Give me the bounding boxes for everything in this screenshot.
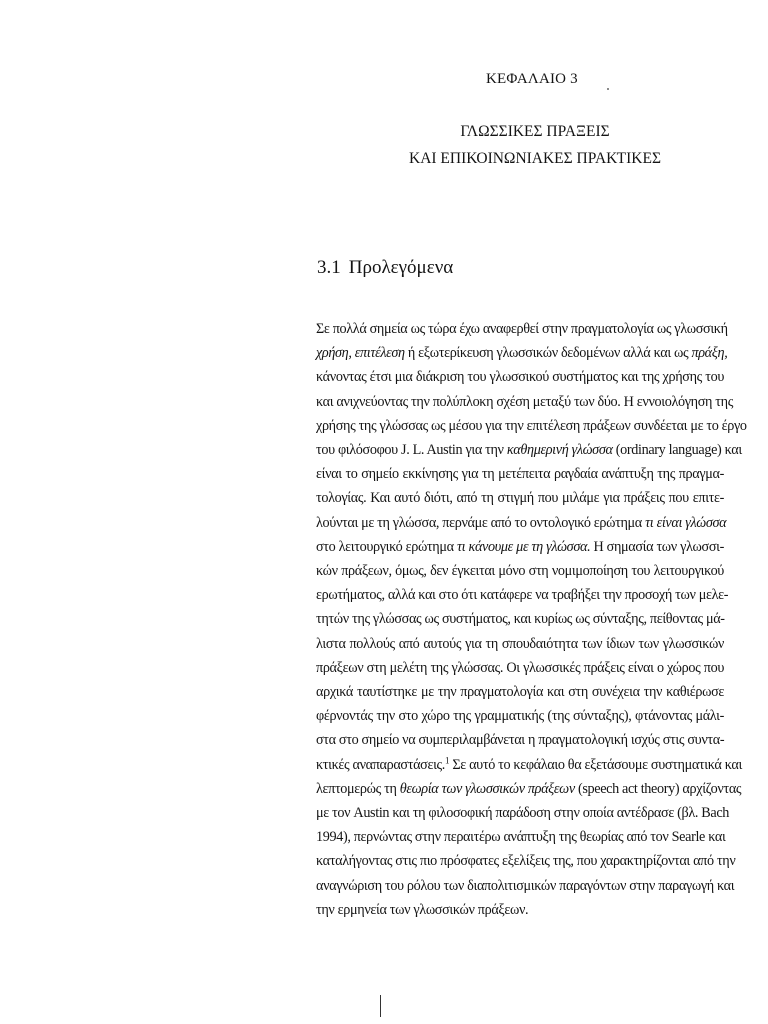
text-run: με τον Austin και τη φιλοσοφική παράδοση στην οποία αντέδρασε (βλ. Bach xyxy=(316,805,730,822)
text-line xyxy=(316,753,742,777)
text-run: στα στο σημείο να συμπεριλαμβάνεται η πραγματολογική ισχύς στις συντα- xyxy=(316,732,725,749)
chapter-title-line: ΚΑΙ ΕΠΙΚΟΙΝΩΝΙΑΚΕΣ ΠΡΑΚΤΙΚΕΣ xyxy=(409,150,661,167)
section-title: Προλεγόμενα xyxy=(348,257,454,278)
italic-term: τι είναι γλώσσα xyxy=(645,514,727,531)
text-run: τητών της γλώσσας ως συστήματος, και κυρίως ως σύνταξης, πείθοντας μά- xyxy=(316,611,725,628)
text-run: ή εξωτερίκευση γλωσσικών δεδομένων αλλά και ως xyxy=(404,345,692,362)
text-line xyxy=(316,462,724,486)
text-line xyxy=(316,317,728,341)
text-run: 1994), περνώντας στην περαιτέρω ανάπτυξη της θεωρίας από τον Searle και xyxy=(316,829,726,846)
text-line xyxy=(316,728,724,752)
text-run: την ερμηνεία των γλωσσικών πράξεων. xyxy=(316,901,529,918)
text-line xyxy=(316,849,736,873)
text-run: κτικές αναπαραστάσεις. xyxy=(316,756,446,773)
text-line xyxy=(316,511,727,535)
text-line xyxy=(316,801,730,825)
italic-term: τι κάνουμε με τη γλώσσα. xyxy=(456,538,591,555)
text-run: ερωτήματος, αλλά και στο ότι κατάφερε να τραβήξει την προσοχή των μελε- xyxy=(316,587,729,604)
text-run: καταλήγοντας στις πιο πρόσφατες εξελίξεις της, που χαρακτηρίζονται από την xyxy=(316,853,736,870)
margin-mark xyxy=(380,995,381,1017)
text-run: στο λειτουργικό ερώτημα xyxy=(316,538,457,555)
text-line xyxy=(316,535,724,559)
chapter-title-line: ΓΛΩΣΣΙΚΕΣ ΠΡΑΞΕΙΣ xyxy=(460,123,610,140)
text-run: (speech act theory) αρχίζοντας xyxy=(574,780,742,797)
text-line xyxy=(316,486,724,510)
text-line xyxy=(316,607,724,631)
section-heading xyxy=(317,257,453,279)
text-run: κών πράξεων, όμως, δεν έγκειται μόνο στη νομιμοποίηση του λειτουργικού xyxy=(316,563,724,580)
text-line xyxy=(316,825,724,849)
text-line xyxy=(316,390,733,414)
body-paragraph xyxy=(316,317,747,922)
text-line xyxy=(316,559,724,583)
text-line xyxy=(316,341,728,365)
text-run: Η σημασία των γλωσσι- xyxy=(590,538,724,555)
text-run: λούνται με τη γλώσσα, περνάμε από το οντολογικό ερώτημα xyxy=(316,514,646,531)
text-run: λιστα πολλούς από αυτούς για τη σπουδαιότητα των ίδιων των γλωσσικών xyxy=(316,635,724,652)
text-run: είναι το σημείο εκκίνησης για τη μετέπειτα ραγδαία ανάπτυξη της πραγμα- xyxy=(316,466,724,483)
text-run: αναγνώριση του ρόλου των διαπολιτισμικών παραγόντων στην παραγωγή και xyxy=(316,877,735,894)
text-line xyxy=(316,583,729,607)
text-line xyxy=(316,898,724,922)
italic-term: καθημερινή γλώσσα xyxy=(506,442,613,459)
text-line xyxy=(316,656,724,680)
text-run: και ανιχνεύοντας την πολύπλοκη σχέση μεταξύ των δύο. Η εννοιολόγηση της xyxy=(316,393,733,410)
text-run: κάνοντας έτσι μια διάκριση του γλωσσικού συστήματος και της χρήσης του xyxy=(316,369,724,386)
chapter-label: ΚΕΦΑΛΑΙΟ 3 xyxy=(486,71,578,87)
chapter-title xyxy=(345,118,725,172)
text-line xyxy=(316,632,724,656)
text-line xyxy=(316,414,747,438)
text-run: του φιλόσοφου J. L. Austin για την xyxy=(316,442,507,459)
text-run: Σε πολλά σημεία ως τώρα έχω αναφερθεί στην πραγματολογία ως γλωσσική xyxy=(316,321,728,337)
text-run: πράξεων στη μελέτη της γλώσσας. Οι γλωσσικές πράξεις είναι ο χώρος που xyxy=(316,659,724,676)
section-number: 3.1 xyxy=(317,257,341,278)
text-run: φέρνοντάς την στο χώρο της γραμματικής (της σύνταξης), φτάνοντας μάλι- xyxy=(316,708,724,725)
scan-speck xyxy=(607,88,609,90)
text-run: τολογίας. Και αυτό διότι, από τη στιγμή που μιλάμε για πράξεις που επιτε- xyxy=(316,490,724,507)
italic-term: θεωρία των γλωσσικών πράξεων xyxy=(399,780,575,797)
italic-term: χρήση, επιτέλεση xyxy=(316,345,405,362)
text-run: αρχικά ταυτίστηκε με την πραγματολογία και στη συνέχεια την καθιέρωσε xyxy=(316,684,724,701)
text-line xyxy=(316,704,724,728)
text-line xyxy=(316,777,742,801)
text-line xyxy=(316,438,742,462)
footnote-ref[interactable]: 1 xyxy=(445,754,450,765)
text-line xyxy=(316,680,724,704)
text-run: χρήσης της γλώσσας ως μέσου για την επιτέλεση πράξεων συνδέεται με το έργο xyxy=(316,417,747,434)
text-run: (ordinary language) και xyxy=(612,442,742,459)
italic-term: πράξη, xyxy=(691,345,728,362)
text-line xyxy=(316,365,724,389)
text-run: Σε αυτό το κεφάλαιο θα εξετάσουμε συστηματικά και xyxy=(449,756,742,773)
text-run: λεπτομερώς τη xyxy=(316,780,400,797)
text-line xyxy=(316,874,735,898)
